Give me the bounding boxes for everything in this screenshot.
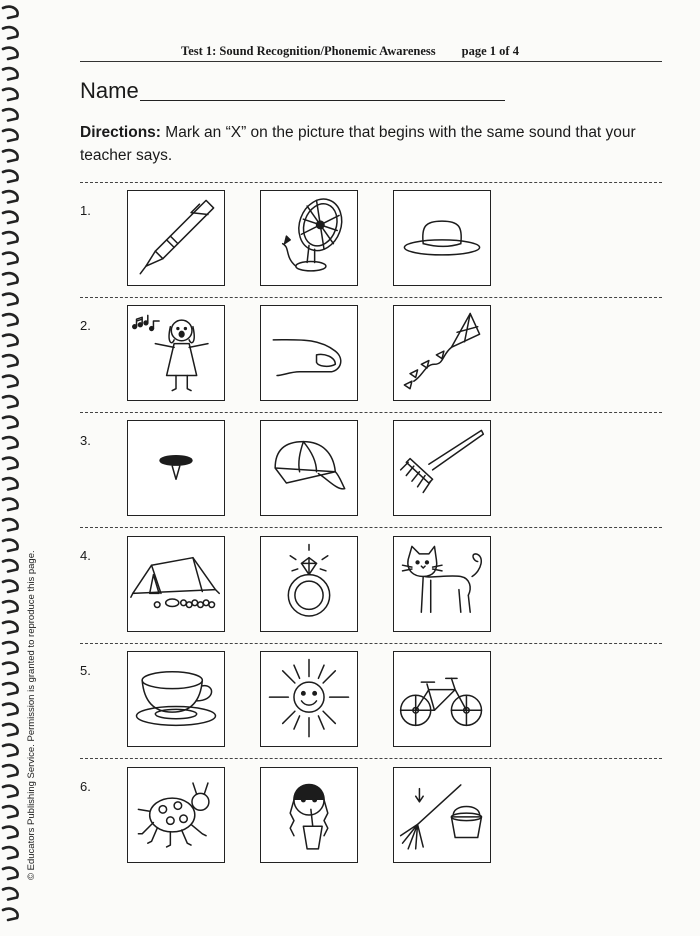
girl-drinking-picture[interactable]	[260, 767, 358, 863]
spiral-coil	[3, 89, 18, 100]
cup-icon	[128, 652, 224, 746]
spiral-coil	[3, 560, 18, 571]
spiral-coil	[3, 396, 18, 407]
question-number: 3.	[80, 433, 91, 448]
spiral-coil	[3, 683, 18, 694]
separator	[80, 758, 662, 759]
spiral-coil	[3, 888, 18, 899]
directions-label: Directions:	[80, 124, 161, 141]
spiral-binding	[0, 0, 24, 936]
cap-icon	[261, 421, 357, 515]
kite-icon	[394, 306, 490, 400]
question-number: 6.	[80, 779, 91, 794]
fan-picture[interactable]	[260, 190, 358, 286]
kite-picture[interactable]	[393, 305, 491, 401]
spiral-coil	[3, 294, 18, 305]
spiral-coil	[3, 273, 18, 284]
spiral-coil	[3, 48, 18, 59]
spiral-coil	[3, 376, 18, 387]
spiral-coil	[3, 909, 18, 920]
separator	[80, 643, 662, 644]
spiral-coil	[3, 540, 18, 551]
spiral-coil	[3, 663, 18, 674]
question-number: 4.	[80, 548, 91, 563]
mop-bucket-picture[interactable]	[393, 767, 491, 863]
spiral-coil	[3, 704, 18, 715]
question-number: 2.	[80, 318, 91, 333]
tack-icon	[128, 421, 224, 515]
sun-picture[interactable]	[260, 651, 358, 747]
spiral-coil	[3, 109, 18, 120]
spiral-coil	[3, 7, 18, 18]
spiral-coil	[3, 827, 18, 838]
copyright-note: © Educators Publishing Service. Permission is granted to reproduce this page.	[26, 550, 37, 880]
pen-icon	[128, 191, 224, 285]
bike-picture[interactable]	[393, 651, 491, 747]
spiral-coil	[3, 150, 18, 161]
spiral-coil	[3, 355, 18, 366]
header-rule	[80, 61, 662, 62]
tent-picture[interactable]	[127, 536, 225, 632]
spiral-coil	[3, 458, 18, 469]
name-label: Name	[80, 78, 139, 103]
spiral-coil	[3, 437, 18, 448]
spiral-coil	[3, 191, 18, 202]
cup-picture[interactable]	[127, 651, 225, 747]
page-indicator: page 1 of 4	[461, 44, 519, 58]
bike-icon	[394, 652, 490, 746]
spiral-coil	[3, 724, 18, 735]
spiral-coil	[3, 68, 18, 79]
thumb-icon	[261, 306, 357, 400]
spiral-coil	[3, 232, 18, 243]
spiral-coil	[3, 745, 18, 756]
spiral-coil	[3, 417, 18, 428]
spiral-coil	[3, 499, 18, 510]
spiral-coil	[3, 314, 18, 325]
test-title: Test 1: Sound Recognition/Phonemic Awareness	[181, 44, 436, 58]
hat-picture[interactable]	[393, 190, 491, 286]
singing-girl-picture[interactable]	[127, 305, 225, 401]
spiral-coil	[3, 601, 18, 612]
ring-icon	[261, 537, 357, 631]
pen-picture[interactable]	[127, 190, 225, 286]
spiral-coil	[3, 847, 18, 858]
separator	[80, 527, 662, 528]
spiral-coil	[3, 642, 18, 653]
singing-girl-icon	[128, 306, 224, 400]
bug-picture[interactable]	[127, 767, 225, 863]
question-number: 5.	[80, 663, 91, 678]
rake-picture[interactable]	[393, 420, 491, 516]
spiral-coil	[3, 765, 18, 776]
directions-text: Mark an “X” on the picture that begins with the same sound that your teacher says.	[80, 124, 636, 164]
spiral-coil	[3, 335, 18, 346]
separator	[80, 182, 662, 183]
question-number: 1.	[80, 203, 91, 218]
ring-picture[interactable]	[260, 536, 358, 632]
tack-picture[interactable]	[127, 420, 225, 516]
sun-icon	[261, 652, 357, 746]
spiral-coil	[3, 27, 18, 38]
hat-icon	[394, 191, 490, 285]
spiral-coil	[3, 171, 18, 182]
spiral-coil	[3, 622, 18, 633]
spiral-coil	[3, 806, 18, 817]
thumb-picture[interactable]	[260, 305, 358, 401]
directions	[80, 121, 670, 167]
girl-drinking-icon	[261, 768, 357, 862]
bug-icon	[128, 768, 224, 862]
page-header	[181, 44, 519, 59]
separator	[80, 412, 662, 413]
fan-icon	[261, 191, 357, 285]
spiral-coil	[3, 478, 18, 489]
spiral-coil	[3, 253, 18, 264]
tent-icon	[128, 537, 224, 631]
spiral-coil	[3, 519, 18, 530]
mop-bucket-icon	[394, 768, 490, 862]
spiral-coil	[3, 130, 18, 141]
spiral-coil	[3, 581, 18, 592]
cap-picture[interactable]	[260, 420, 358, 516]
spiral-coil	[3, 212, 18, 223]
cat-picture[interactable]	[393, 536, 491, 632]
spiral-coil	[3, 868, 18, 879]
name-field[interactable]	[140, 100, 505, 101]
rake-icon	[394, 421, 490, 515]
spiral-coil	[3, 786, 18, 797]
cat-icon	[394, 537, 490, 631]
separator	[80, 297, 662, 298]
